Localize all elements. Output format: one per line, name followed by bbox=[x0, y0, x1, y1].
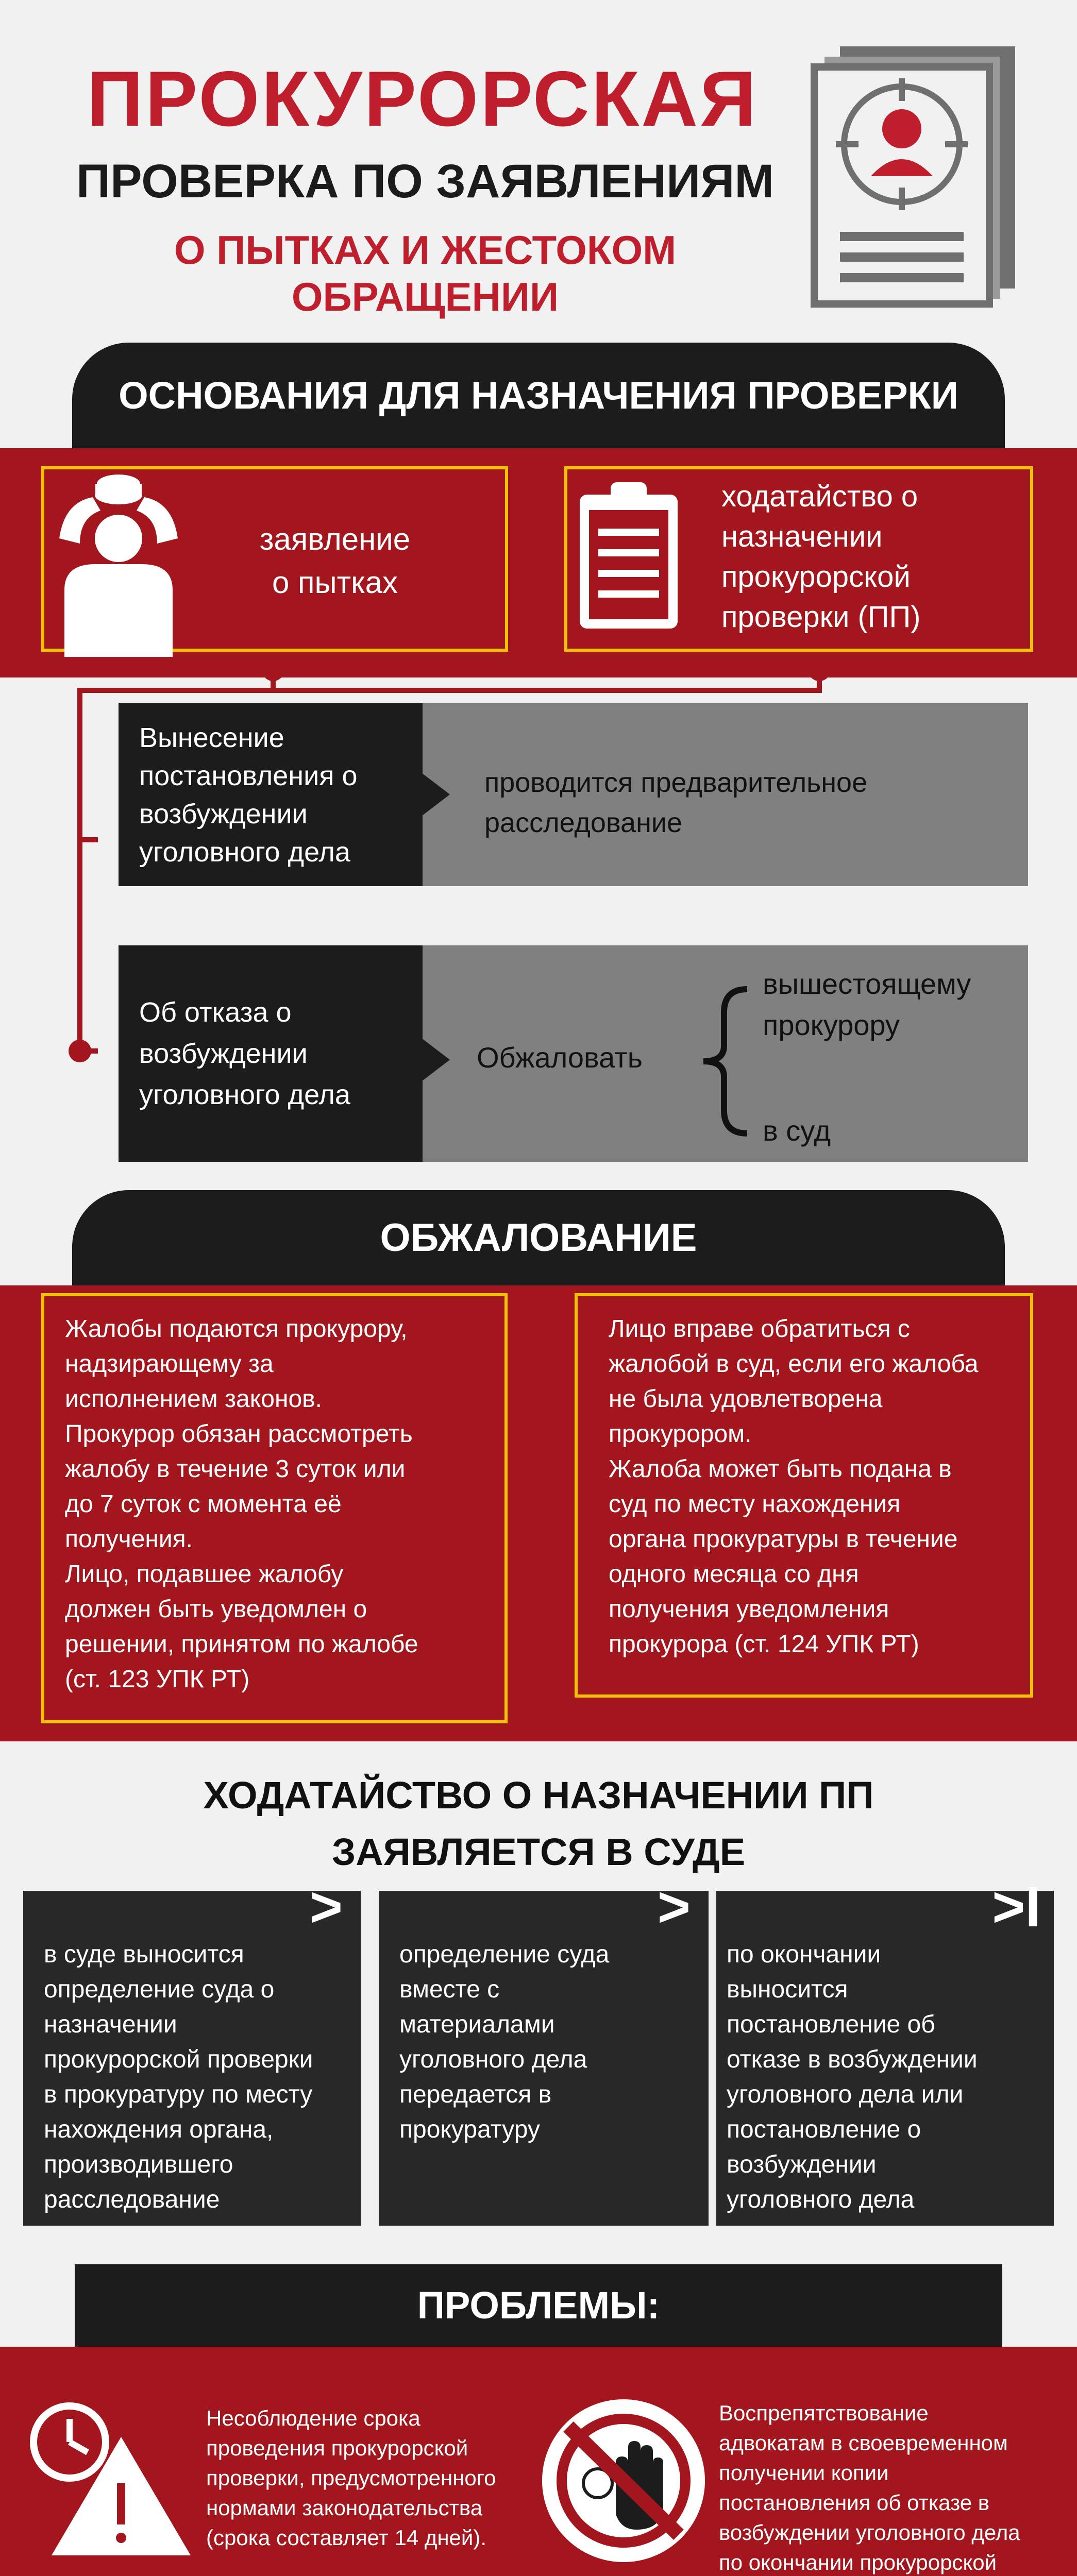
step2-line: определение суда bbox=[399, 1941, 610, 1968]
appeal-right-line: прокурором. bbox=[609, 1420, 752, 1448]
petition-label-2: назначении bbox=[721, 520, 883, 553]
problem2-line: постановления об отказе в bbox=[719, 2490, 990, 2515]
appeal-heading: ОБЖАЛОВАНИЕ bbox=[72, 1190, 1005, 1285]
appeal-left-line: надзирающему за bbox=[65, 1350, 274, 1378]
step1-line: в прокуратуру по месту bbox=[44, 2081, 313, 2108]
petition-step-3 bbox=[716, 1875, 1054, 2226]
outcome1-left-4: уголовного дела bbox=[139, 837, 350, 868]
page-title: ПРОКУРОРСКАЯ bbox=[87, 55, 759, 143]
appeal-action: Обжаловать bbox=[477, 1041, 643, 1074]
problem2-line: возбуждении уголовного дела bbox=[719, 2520, 1020, 2545]
outcome2-left-1: Об отказа о bbox=[139, 997, 292, 1028]
petition-step-1 bbox=[23, 1875, 361, 2226]
step3-line: выносится bbox=[727, 1976, 848, 2003]
petition-label-1: ходатайство о bbox=[721, 480, 918, 513]
arrow-right-icon bbox=[422, 1038, 450, 1081]
appeal-left-line: Прокурор обязан рассмотреть bbox=[65, 1420, 413, 1448]
outcome1-left-3: возбуждении bbox=[139, 799, 308, 829]
problem1-line: нормами законодательства bbox=[206, 2496, 483, 2520]
curly-brace-icon bbox=[696, 984, 758, 1139]
step3-line: постановление о bbox=[727, 2116, 921, 2143]
appeal-right-line: не была удовлетворена bbox=[609, 1385, 883, 1413]
step2-line: вместе с bbox=[399, 1976, 500, 2003]
step1-line: нахождения органа, bbox=[44, 2116, 274, 2143]
appeal-left-line: должен быть уведомлен о bbox=[65, 1596, 367, 1623]
page-subtitle: ПРОВЕРКА ПО ЗАЯВЛЕНИЯМ bbox=[76, 155, 774, 208]
step3-line: уголовного дела или bbox=[727, 2081, 964, 2108]
petition-label-3: прокурорской bbox=[721, 560, 911, 594]
appeal-option-prosecutor-2: прокурору bbox=[763, 1009, 900, 1041]
step-end-arrow-icon: >I bbox=[992, 1875, 1041, 1939]
appeal-right-line: одного месяца со дня bbox=[609, 1561, 859, 1588]
problem2-line: Воспрепятствование bbox=[719, 2401, 929, 2425]
appeal-left-line: получения. bbox=[65, 1526, 193, 1553]
appeal-left-line: решении, принятом по жалобе bbox=[65, 1631, 418, 1658]
appeal-left-line: Лицо, подавшее жалобу bbox=[65, 1561, 344, 1588]
problem2-line: по окончании прокурорской bbox=[719, 2550, 997, 2574]
step3-line: по окончании bbox=[727, 1941, 881, 1968]
step1-line: производившего bbox=[44, 2151, 233, 2178]
petition-step-2 bbox=[379, 1875, 709, 2226]
appeal-right-line: прокурора (ст. 124 УПК РТ) bbox=[609, 1631, 919, 1658]
document-person-icon bbox=[804, 41, 1041, 309]
step1-line: назначении bbox=[44, 2011, 177, 2038]
outcome1-right-1: проводится предварительное bbox=[484, 767, 868, 798]
appeal-left-line: жалобу в течение 3 суток или bbox=[65, 1455, 406, 1483]
problem1-line: (срока составляет 14 дней). bbox=[206, 2526, 487, 2550]
appeal-left-line: Жалобы подаются прокурору, bbox=[65, 1315, 408, 1343]
outcome1-left-2: постановления о bbox=[139, 760, 358, 791]
grounds-heading: ОСНОВАНИЯ ДЛЯ НАЗНАЧЕНИЯ ПРОВЕРКИ bbox=[72, 343, 1005, 448]
step3-line: отказе в возбуждении bbox=[727, 2046, 978, 2073]
problem2-line: адвокатам в своевременном bbox=[719, 2431, 1008, 2455]
problem1-line: Несоблюдение срока bbox=[206, 2406, 420, 2430]
appeal-option-prosecutor-1: вышестоящему bbox=[763, 968, 971, 1000]
outcome2-left-3: уголовного дела bbox=[139, 1079, 350, 1110]
step3-line: постановление об bbox=[727, 2011, 935, 2038]
appeal-left-line: исполнением законов. bbox=[65, 1385, 322, 1413]
appeal-left-line: до 7 суток с момента её bbox=[65, 1490, 342, 1518]
clock-warning-icon bbox=[23, 2396, 198, 2561]
step2-line: материалами bbox=[399, 2011, 555, 2038]
appeal-right-line: органа прокуратуры в течение bbox=[609, 1526, 958, 1553]
appeal-option-court: в суд bbox=[763, 1114, 831, 1147]
appeal-left-line: (ст. 123 УПК РТ) bbox=[65, 1666, 250, 1693]
step1-line: определение суда о bbox=[44, 1976, 275, 2003]
clipboard-icon bbox=[575, 479, 683, 634]
petition-label-4: проверки (ПП) bbox=[721, 600, 921, 634]
complaint-label-2: о пытках bbox=[272, 565, 398, 600]
page-subtitle-2: О ПЫТКАХ И ЖЕСТОКОМ ОБРАЩЕНИИ bbox=[174, 227, 677, 319]
outcome2-left-2: возбуждении bbox=[139, 1038, 308, 1069]
step1-line: прокурорской проверки bbox=[44, 2046, 313, 2073]
step-arrow-icon: > bbox=[309, 1875, 343, 1939]
appeal-right-line: Лицо вправе обратиться с bbox=[609, 1315, 910, 1343]
appeal-right-line: жалобой в суд, если его жалоба bbox=[609, 1350, 979, 1378]
petition-heading-1: ХОДАТАЙСТВО О НАЗНАЧЕНИИ ПП bbox=[203, 1774, 874, 1817]
step3-line: возбуждении bbox=[727, 2151, 877, 2178]
appeal-court-box bbox=[575, 1293, 1033, 1698]
appeal-right-line: получения уведомления bbox=[609, 1596, 889, 1623]
outcome1-right-2: расследование bbox=[484, 807, 683, 838]
appeal-right-line: Жалоба может быть подана в bbox=[609, 1455, 952, 1483]
no-entry-hand-icon bbox=[538, 2396, 709, 2566]
problems-heading: ПРОБЛЕМЫ: bbox=[75, 2264, 1002, 2347]
step2-line: передается в bbox=[399, 2081, 552, 2108]
outcome1-left-1: Вынесение bbox=[139, 722, 284, 753]
step3-line: уголовного дела bbox=[727, 2186, 915, 2213]
raised-arms-person-icon bbox=[44, 461, 193, 657]
step1-line: расследование bbox=[44, 2186, 220, 2213]
step2-line: прокуратуру bbox=[399, 2116, 540, 2143]
problem1-line: проверки, предусмотренного bbox=[206, 2466, 496, 2490]
problem1-line: проведения прокурорской bbox=[206, 2436, 468, 2460]
step1-line: в суде выносится bbox=[44, 1941, 244, 1968]
problem2-line: получении копии bbox=[719, 2461, 889, 2485]
step2-line: уголовного дела bbox=[399, 2046, 587, 2073]
complaint-label-1: заявление bbox=[259, 522, 411, 556]
petition-heading-2: ЗАЯВЛЯЕТСЯ В СУДЕ bbox=[331, 1831, 746, 1873]
step-arrow-icon: > bbox=[657, 1875, 691, 1939]
appeal-prosecutor-box bbox=[41, 1293, 508, 1723]
arrow-right-icon bbox=[422, 773, 450, 816]
appeal-right-line: суд по месту нахождения bbox=[609, 1490, 901, 1518]
